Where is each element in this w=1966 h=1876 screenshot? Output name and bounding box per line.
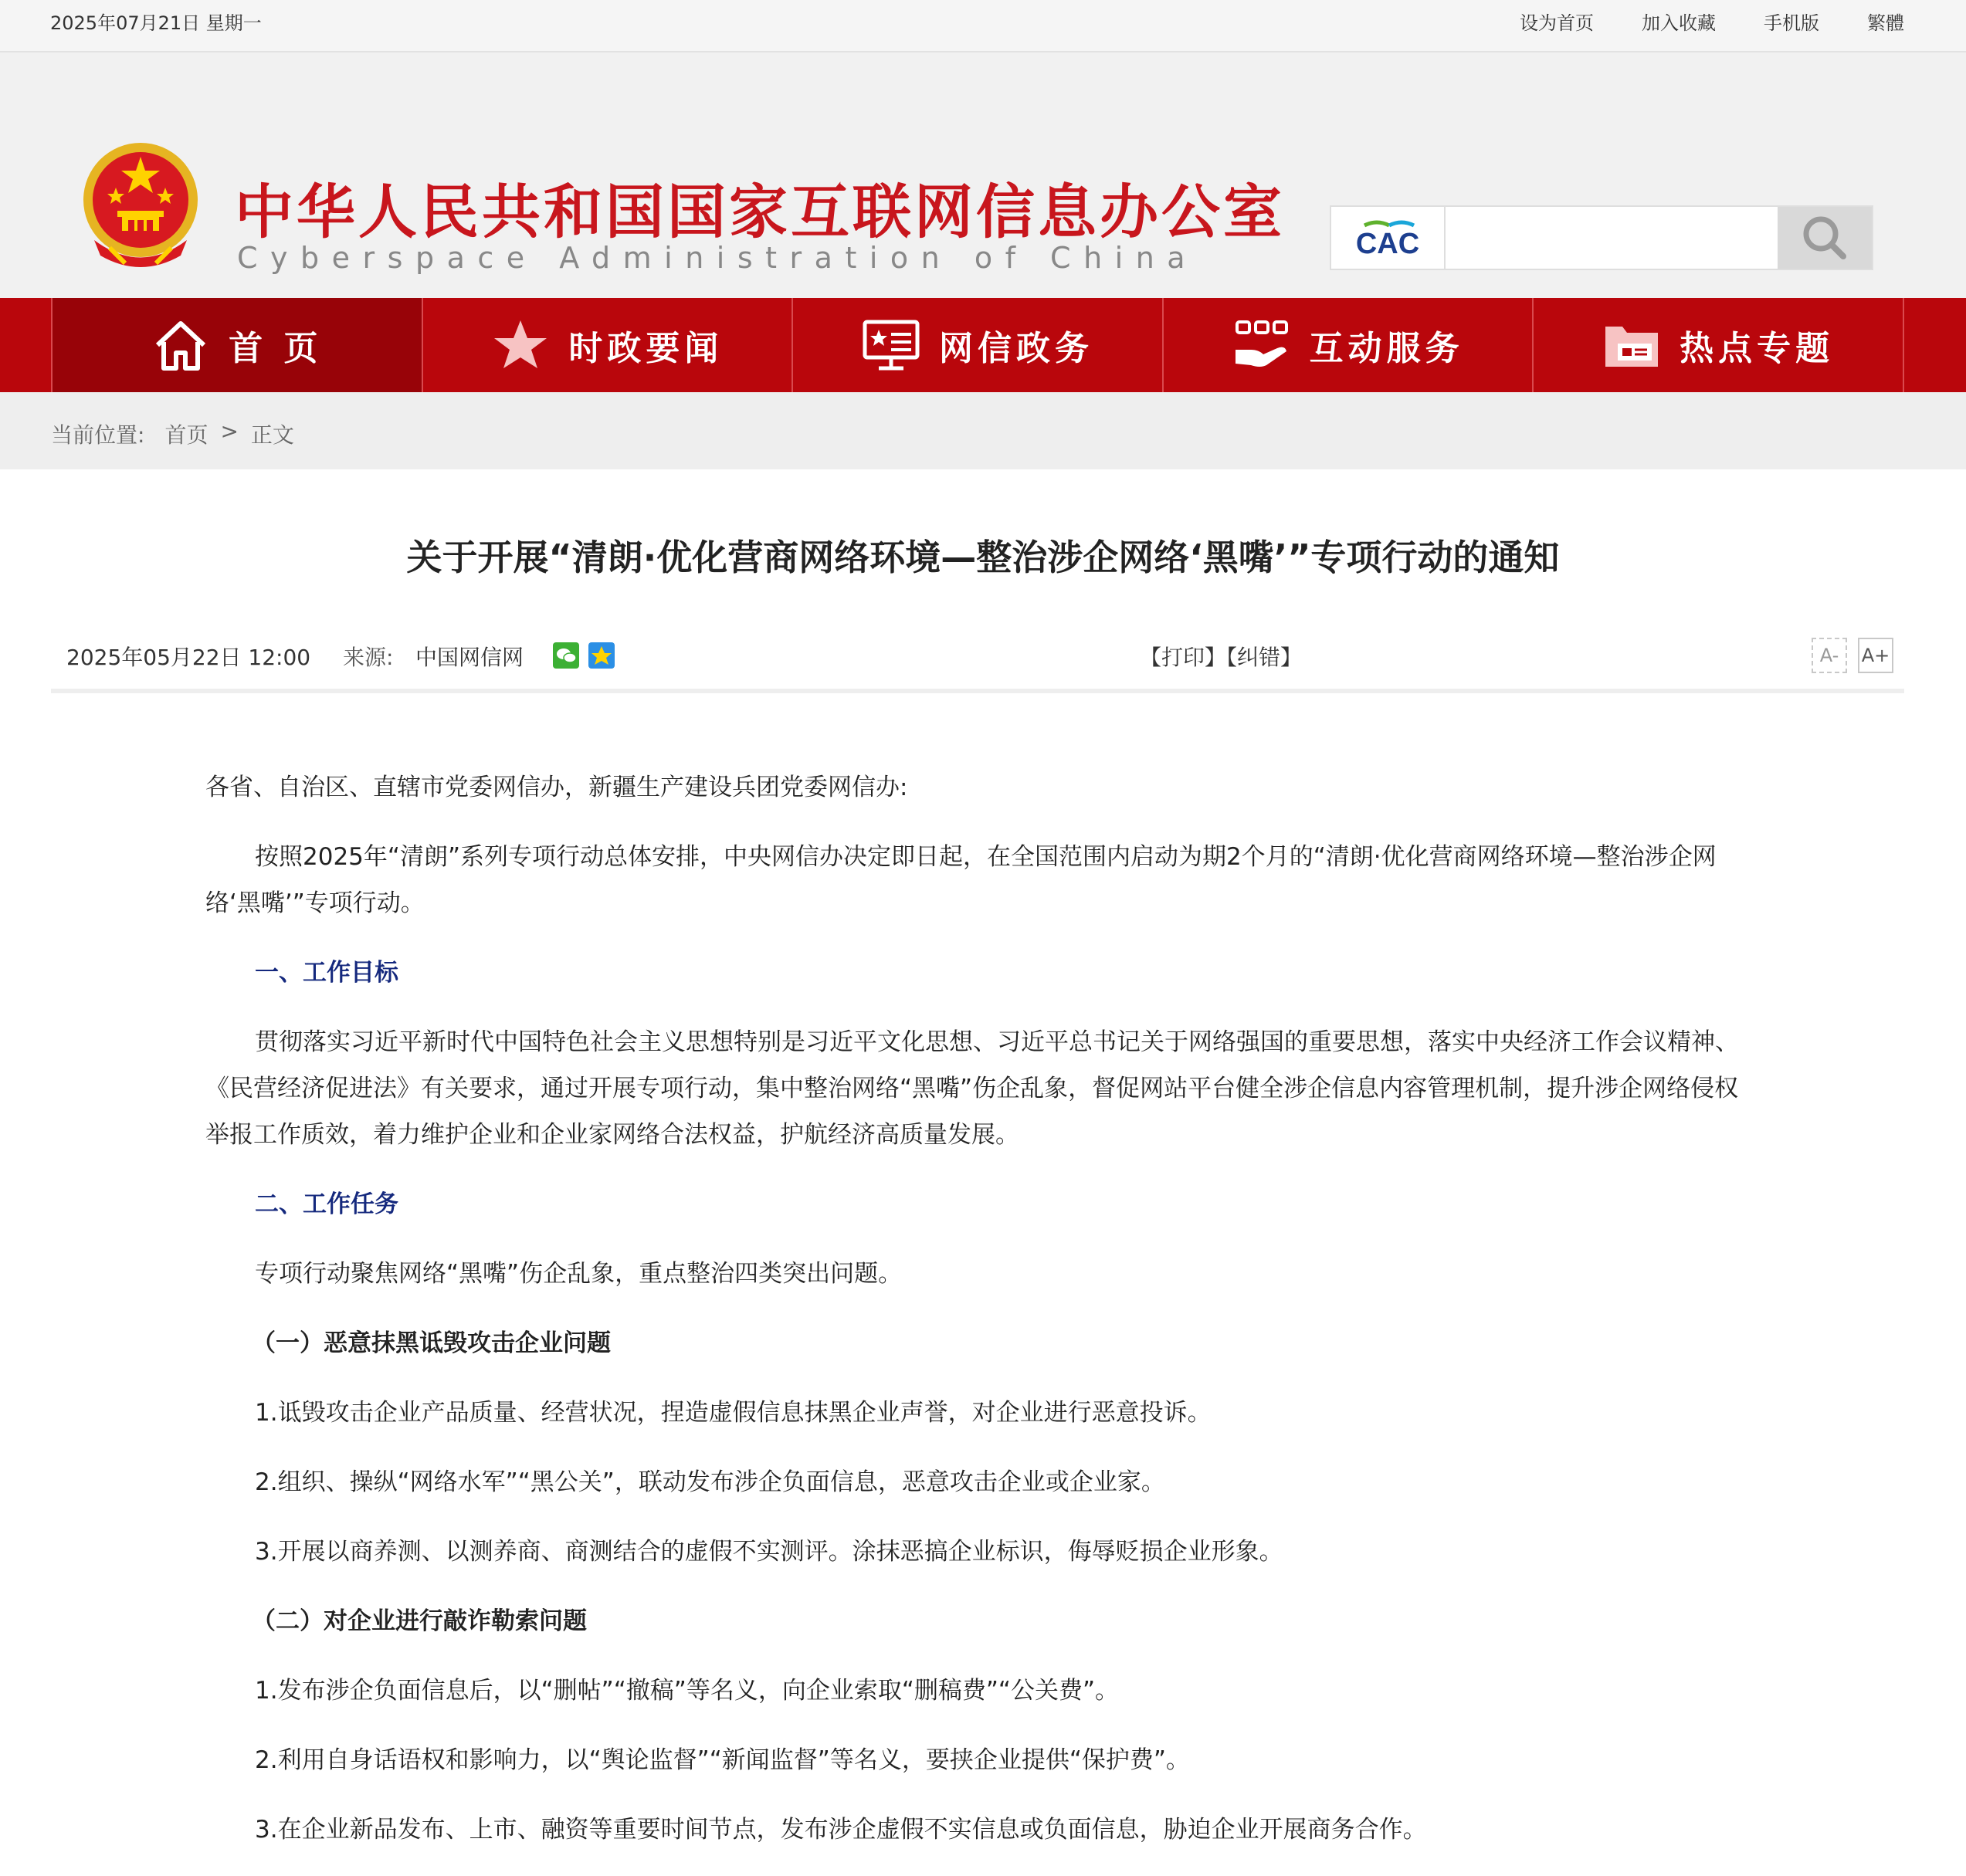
list-item: 3.开展以商养测、以测养商、商测结合的虚假不实测评。涂抹恶搞企业标识，侮辱贬损企业形象。 (255, 1538, 1283, 1566)
nav-item-interactive-service[interactable] (1162, 298, 1533, 392)
list-item: 3.在企业新品发布、上市、融资等重要时间节点，发布涉企虚假不实信息或负面信息，胁迫企业开展商务合作。 (255, 1816, 1427, 1844)
source-label: 来源: (343, 645, 394, 670)
article-tools (1140, 641, 1302, 672)
section-heading-goals: 一、工作目标 (255, 959, 398, 987)
site-title-english: Cyberspace Administration of China (237, 241, 1198, 275)
list-item: 1.发布涉企负面信息后，以“删帖”“撤稿”等名义，向企业索取“删稿费”“公关费”。 (255, 1677, 1120, 1705)
list-item: 2.组织、操纵“网络水军”“黑公关”，联动发布涉企负面信息，恶意攻击企业或企业家。 (255, 1468, 1165, 1496)
breadcrumb (0, 392, 1966, 469)
current-date: 2025年07月21日 星期一 (50, 12, 262, 34)
national-emblem-icon (79, 116, 202, 295)
source-name: 中国网信网 (415, 645, 524, 670)
nav-item-home[interactable] (51, 298, 422, 392)
nav-item-news[interactable] (422, 298, 792, 392)
list-item: 1.诋毁攻击企业产品质量、经营状况，捏造虚假信息抹黑企业声誉，对企业进行恶意投诉。 (255, 1399, 1212, 1427)
breadcrumb-home-link[interactable]: 首页 (164, 422, 208, 448)
cac-logo (1331, 207, 1446, 269)
article-meta (51, 635, 1904, 693)
report-error-button[interactable]: 【纠错】 (1226, 645, 1303, 670)
search-button[interactable] (1778, 207, 1872, 269)
add-favorite-link[interactable]: 加入收藏 (1642, 12, 1716, 34)
cac-logo-icon (1346, 218, 1429, 258)
nav-item-government-affairs[interactable] (791, 298, 1162, 392)
search-bar (1330, 205, 1873, 270)
search-icon (1800, 213, 1849, 262)
nav-label-government-affairs: 网信政务 (938, 329, 1093, 368)
nav-label-interactive-service: 互动服务 (1309, 329, 1464, 368)
section-heading-tasks: 二、工作任务 (255, 1190, 398, 1218)
mobile-version-link[interactable]: 手机版 (1764, 12, 1819, 34)
cac-logo-text: CAC (1355, 228, 1420, 258)
subsection-heading-2: （二）对企业进行敲诈勒索问题 (252, 1607, 587, 1635)
font-larger-button[interactable]: A+ (1858, 638, 1893, 673)
intro-paragraph: 按照2025年“清朗”系列专项行动总体安排，中央网信办决定即日起，在全国范围内启动为期2个月的“清朗·优化营商网络环境—整治涉企网络‘黑嘴’”专项行动。 (205, 843, 1717, 917)
top-utility-bar (0, 0, 1966, 52)
publish-date: 2025年05月22日 12:00 (66, 645, 311, 670)
tasks-intro: 专项行动聚焦网络“黑嘴”伤企乱象，重点整治四类突出问题。 (255, 1260, 903, 1288)
set-homepage-link[interactable]: 设为首页 (1520, 12, 1594, 34)
qzone-share-icon[interactable] (588, 642, 615, 669)
breadcrumb-current: 正文 (250, 422, 294, 448)
goals-paragraph: 贯彻落实习近平新时代中国特色社会主义思想特别是习近平文化思想、习近平总书记关于网络强国的重要思想，落实中央经济工作会议精神、《民营经济促进法》有关要求，通过开展专项行动，集中整治网络“黑嘴”伤企乱象，督促网站平台健全涉企信息内容管理机制，提升涉企网络侵权举报工作质效，着力维护企业和企业家网络合法权益，护航经济高质量发展。 (205, 1028, 1739, 1149)
breadcrumb-separator: > (220, 418, 239, 444)
site-title-chinese: 中华人民共和国国家互联网信息办公室 (235, 178, 1285, 246)
nav-label-news: 时政要闻 (568, 329, 724, 368)
site-header (0, 52, 1966, 300)
folder-icon (1602, 319, 1661, 371)
salutation: 各省、自治区、直辖市党委网信办，新疆生产建设兵团党委网信办: (205, 774, 908, 801)
utility-links (1520, 8, 1904, 35)
article-body (205, 764, 1758, 1876)
monitor-icon (862, 319, 920, 371)
main-nav (0, 298, 1966, 392)
print-button[interactable]: 【打印】 (1140, 645, 1227, 670)
breadcrumb-prefix: 当前位置: (51, 422, 145, 448)
home-icon (151, 319, 210, 371)
nav-item-hot-topics[interactable] (1532, 298, 1904, 392)
nav-label-home: 首 页 (229, 329, 323, 368)
article-title: 关于开展“清朗·优化营商网络环境—整治涉企网络‘黑嘴’”专项行动的通知 (406, 537, 1560, 578)
list-item: 2.利用自身话语权和影响力，以“舆论监督”“新闻监督”等名义，要挟企业提供“保护费”。 (255, 1746, 1190, 1774)
traditional-chinese-link[interactable]: 繁體 (1867, 12, 1904, 34)
hand-service-icon (1232, 319, 1291, 371)
star-icon (491, 319, 550, 371)
nav-label-hot-topics: 热点专题 (1680, 329, 1835, 368)
subsection-heading-1: （一）恶意抹黑诋毁攻击企业问题 (252, 1329, 611, 1357)
font-smaller-button[interactable]: A- (1812, 638, 1847, 673)
wechat-share-icon[interactable] (553, 642, 579, 669)
search-input[interactable] (1446, 207, 1778, 269)
